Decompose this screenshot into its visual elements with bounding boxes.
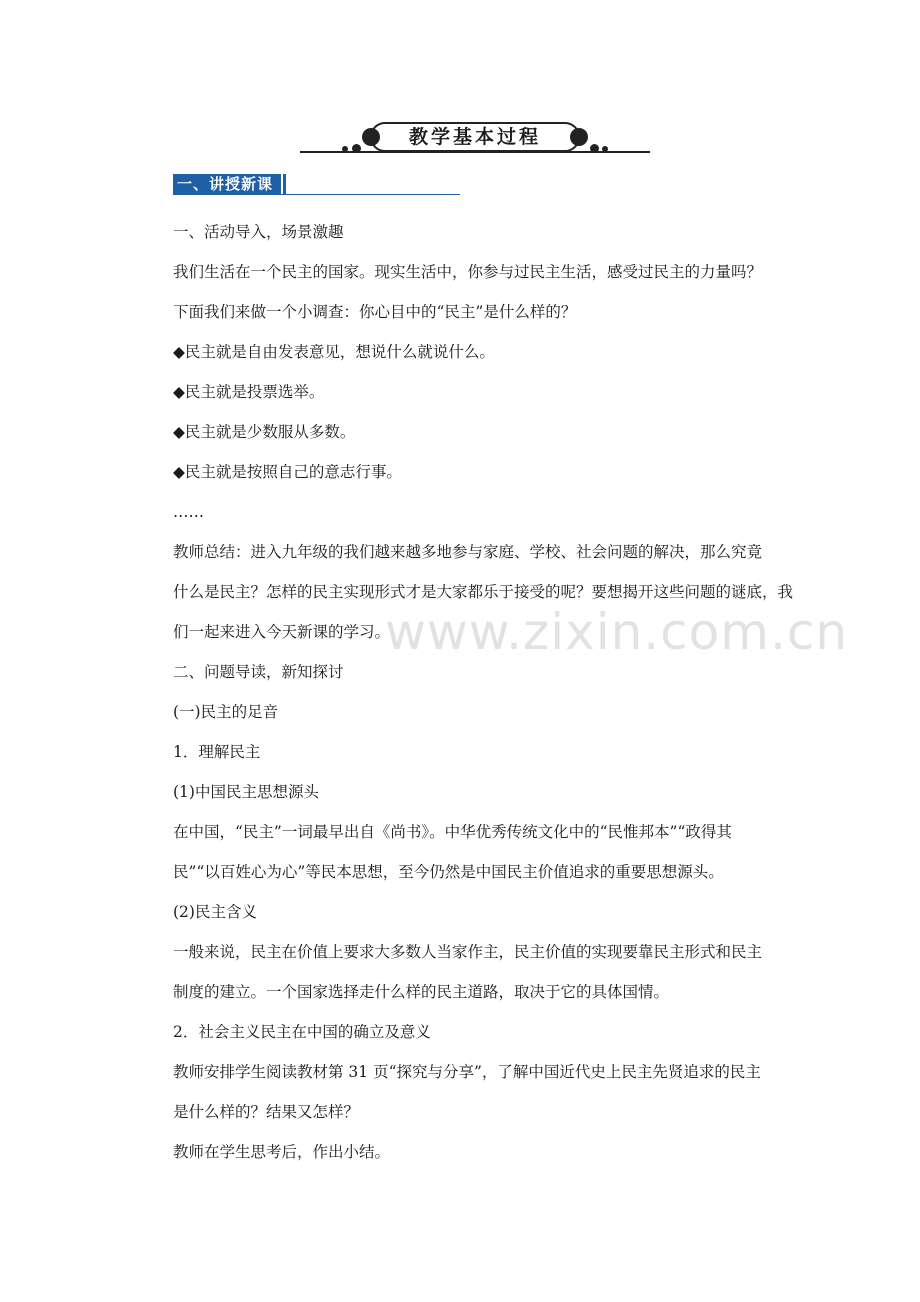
subheading: 2．社会主义民主在中国的确立及意义 [173, 1023, 431, 1041]
paragraph: 一、活动导入，场景激趣 [173, 223, 344, 241]
subheading: 二、问题导读，新知探讨 [173, 663, 344, 681]
banner-title: 教学基本过程 [370, 122, 580, 152]
banner-dot-icon [602, 146, 608, 152]
banner-dot-icon [352, 144, 361, 153]
bullet-item: ◆民主就是投票选举。 [173, 383, 325, 401]
paragraph: 什么是民主？怎样的民主实现形式才是大家都乐于接受的呢？要想揭开这些问题的谜底，我 [173, 583, 794, 601]
paragraph: 教师总结：进入九年级的我们越来越多地参与家庭、学校、社会问题的解决，那么究竟 [173, 543, 763, 561]
paragraph: 一般来说，民主在价值上要求大多数人当家作主，民主价值的实现要靠民主形式和民主 [173, 943, 763, 961]
paragraph: 制度的建立。一个国家选择走什么样的民主道路，取决于它的具体国情。 [173, 983, 670, 1001]
subheading: (2)民主含义 [173, 903, 257, 921]
paragraph: 下面我们来做一个小调查：你心目中的“民主”是什么样的？ [173, 303, 577, 321]
title-banner [300, 118, 650, 160]
subheading: (1)中国民主思想源头 [173, 783, 319, 801]
paragraph: 在中国，“民主”一词最早出自《尚书》。中华优秀传统文化中的“民惟邦本”“政得其 [173, 823, 732, 841]
banner-dot-icon [590, 144, 599, 153]
subheading: (一)民主的足音 [173, 703, 279, 721]
paragraph: 我们生活在一个民主的国家。现实生活中，你参与过民主生活，感受过民主的力量吗？ [173, 263, 763, 281]
banner-dot-icon [342, 146, 348, 152]
section-heading-rule [173, 194, 460, 195]
bullet-item: ◆民主就是自由发表意见，想说什么就说什么。 [173, 343, 495, 361]
bullet-item: ◆民主就是按照自己的意志行事。 [173, 463, 402, 481]
paragraph: 是什么样的？结果又怎样？ [173, 1103, 360, 1121]
subheading: 1．理解民主 [173, 743, 261, 761]
section-heading-tick [283, 174, 286, 195]
section-heading: 一、讲授新课 [173, 174, 281, 195]
paragraph: 们一起来进入今天新课的学习。 [173, 623, 391, 641]
bullet-item: ◆民主就是少数服从多数。 [173, 423, 356, 441]
ellipsis: …… [173, 503, 204, 521]
paragraph: 民”“以百姓心为心”等民本思想，至今仍然是中国民主价值追求的重要思想源头。 [173, 863, 724, 881]
watermark: www.zixin.com.cn [385, 603, 849, 661]
paragraph: 教师安排学生阅读教材第 31 页“探究与分享”，了解中国近代史上民主先贤追求的民主 [173, 1063, 761, 1081]
paragraph: 教师在学生思考后，作出小结。 [173, 1143, 391, 1161]
